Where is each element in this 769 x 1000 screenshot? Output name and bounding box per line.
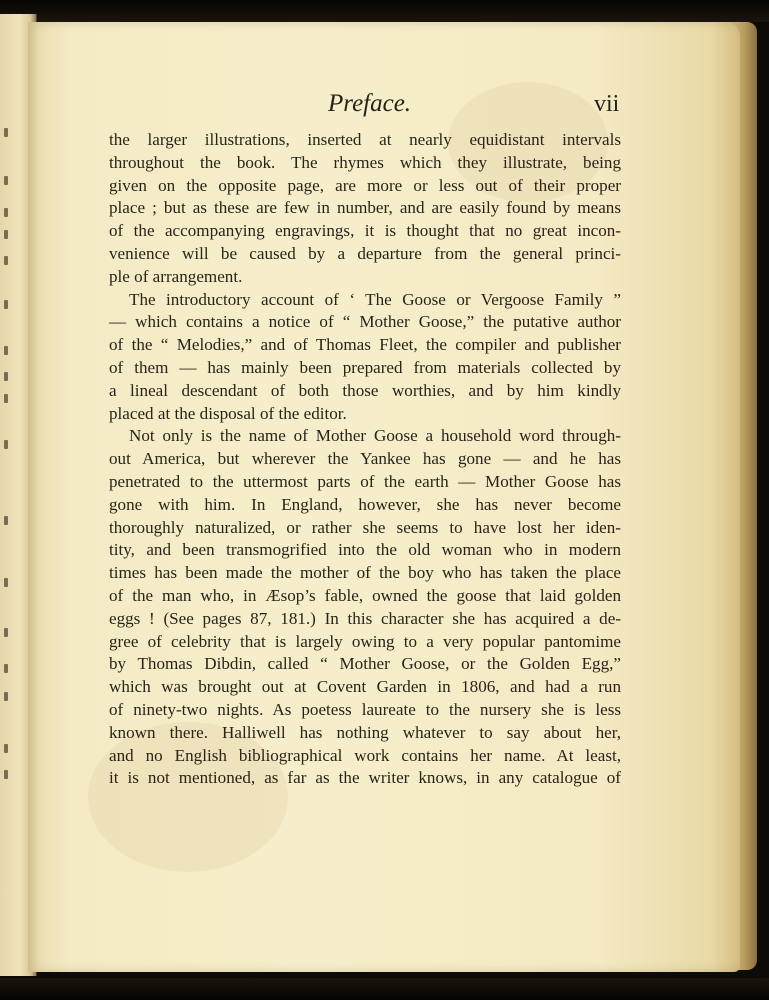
text-line: by Thomas Dibdin, called “ Mother Goose, or the Golden Egg,” (109, 654, 621, 674)
scan-border-bottom (0, 978, 769, 1000)
text-line: a lineal descendant of both those worthies, and by him kindly (109, 380, 621, 400)
text-line: tity, and been transmogrified into the old woman who in modern (109, 540, 621, 560)
text-line: eggs ! (See pages 87, 181.) In this character she has acquired a de- (109, 608, 621, 628)
text-line: and no English bibliographical work contains her name. At least, (109, 745, 621, 765)
text-line: Not only is the name of Mother Goose a household word through- (129, 426, 621, 446)
text-line: of the “ Melodies,” and of Thomas Fleet, the compiler and publisher (109, 335, 621, 355)
text-line: throughout the book. The rhymes which they illustrate, being (109, 152, 621, 172)
facing-page-ink-mark (4, 176, 8, 185)
running-title: Preface. (328, 90, 412, 117)
page-number: vii (594, 91, 620, 117)
text-line: of ninety-two nights. As poetess laureate to the nursery she is less (109, 699, 621, 719)
text-line: of the accompanying engravings, it is thought that no great incon- (109, 221, 621, 241)
facing-page-ink-mark (4, 128, 8, 137)
text-line: out America, but wherever the Yankee has gone — and he has (109, 449, 621, 469)
text-line: penetrated to the uttermost parts of the earth — Mother Goose has (109, 471, 621, 491)
body-text (109, 129, 621, 790)
facing-page-ink-mark (4, 394, 8, 403)
text-line: placed at the disposal of the editor. (109, 403, 347, 423)
running-header (28, 71, 740, 117)
facing-page-ink-mark (4, 770, 8, 779)
text-line: place ; but as these are few in number, and are easily found by means (109, 198, 621, 218)
facing-page-ink-mark (4, 230, 8, 239)
text-line: of the man who, in Æsop’s fable, owned the goose that laid golden (109, 585, 621, 605)
facing-page-ink-mark (4, 744, 8, 753)
text-line: it is not mentioned, as far as the writer knows, in any catalogue of (109, 768, 621, 788)
facing-page-ink-mark (4, 578, 8, 587)
facing-page-ink-mark (4, 208, 8, 217)
scan-border-top (0, 0, 769, 22)
text-line: the larger illustrations, inserted at nearly equidistant intervals (109, 130, 621, 149)
facing-page-ink-mark (4, 372, 8, 381)
paragraph (109, 129, 621, 289)
text-line: venience will be caused by a departure from the general princi- (109, 243, 621, 263)
facing-page-ink-mark (4, 692, 8, 701)
text-line: known there. Halliwell has nothing whatever to say about her, (109, 722, 621, 742)
facing-page-ink-mark (4, 516, 8, 525)
text-line: ple of arrangement. (109, 266, 243, 286)
text-line: times has been made the mother of the boy who has taken the place (109, 563, 621, 583)
text-line: gone with him. In England, however, she has never become (109, 494, 621, 514)
facing-page-ink-mark (4, 300, 8, 309)
text-line: which was brought out at Covent Garden in 1806, and had a run (109, 677, 621, 697)
paragraph (109, 289, 621, 426)
text-line: The introductory account of ‘ The Goose or Vergoose Family ” (129, 289, 621, 309)
facing-page-ink-mark (4, 664, 8, 673)
facing-page-ink-mark (4, 346, 8, 355)
text-line: gree of celebrity that is largely owing to a very popular pantomime (109, 631, 621, 651)
paragraph (109, 425, 621, 790)
facing-page-ink-mark (4, 256, 8, 265)
facing-page-ink-mark (4, 440, 8, 449)
text-line: given on the opposite page, are more or less out of their proper (109, 175, 621, 195)
facing-page-ink-mark (4, 628, 8, 637)
text-line: — which contains a notice of “ Mother Goose,” the putative author (109, 312, 621, 332)
text-line: thoroughly naturalized, or rather she seems to have lost her iden- (109, 517, 621, 537)
text-line: of them — has mainly been prepared from materials collected by (109, 357, 621, 377)
